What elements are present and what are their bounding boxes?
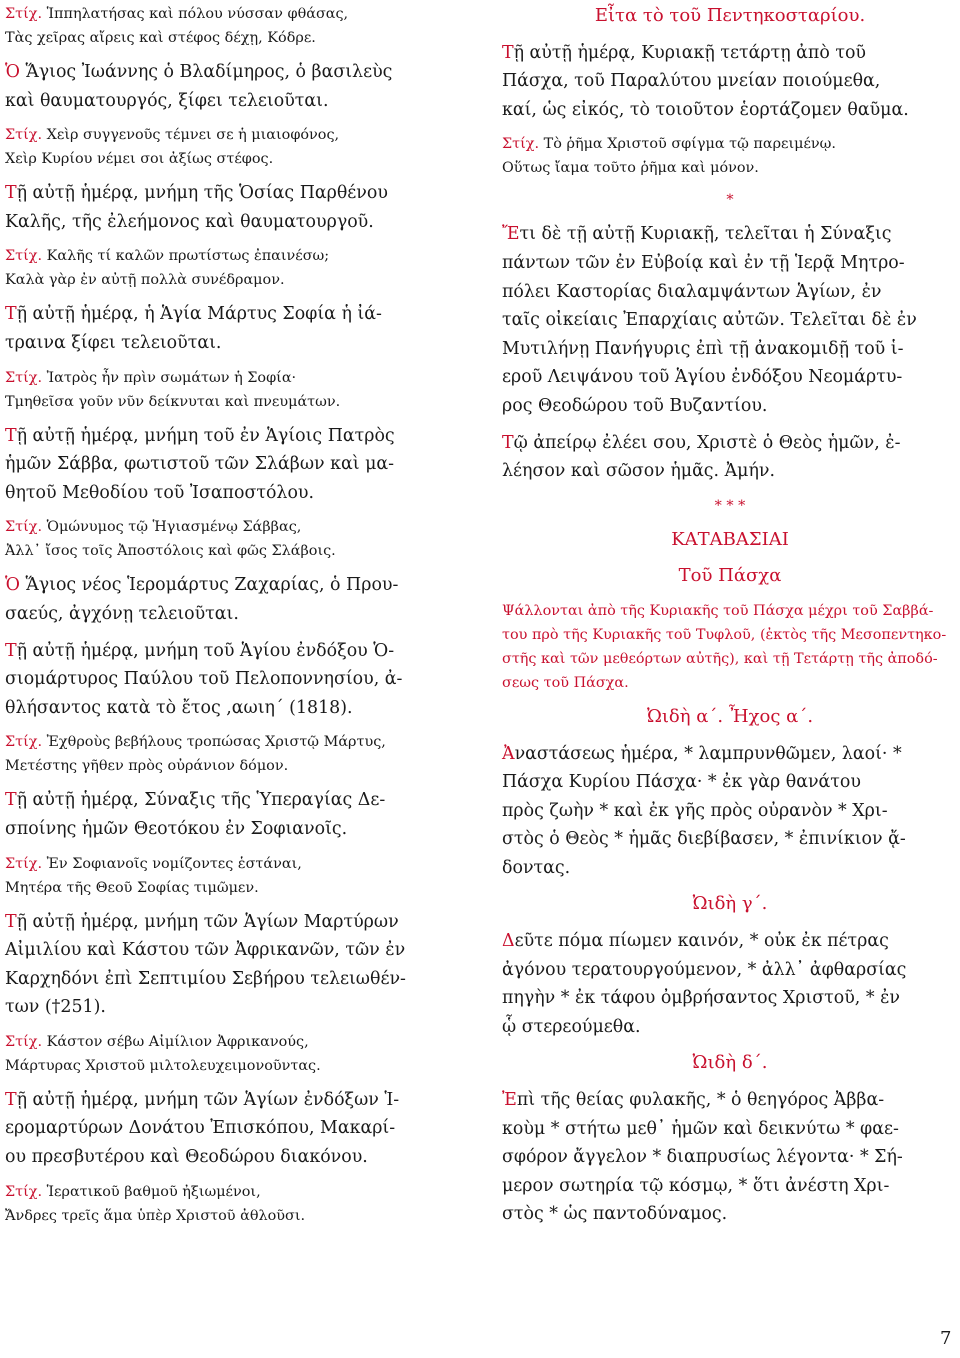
verse-label: Στίχ. — [5, 1183, 43, 1200]
paragraph-line: πάντων τῶν ἐν Εὐβοίᾳ καὶ ἐν τῇ Ἱερᾷ Μητρο- — [502, 252, 905, 273]
verse-label: Στίχ. — [502, 136, 540, 153]
paragraph-line: Πάσχα Κυρίου Πάσχα· * ἐκ γὰρ θανάτου — [502, 772, 861, 793]
verse-block — [5, 515, 457, 563]
paragraph-line: Καλῆς, τῆς ἐλεήμονος καὶ θαυματουργοῦ. — [5, 211, 374, 232]
section-heading: Ὠιδὴ α΄. Ἦχος α΄. — [646, 705, 814, 727]
paragraph — [5, 637, 457, 723]
paragraph-line: Τῇ αὐτῇ ἡμέρᾳ, Σύναξις τῆς Ὑπεραγίας Δε- — [5, 790, 386, 811]
verse-label: Στίχ. — [5, 1033, 43, 1050]
verse-line: Μετέστης γῆθεν πρὸς οὐράνιον δόμον. — [5, 758, 289, 775]
paragraph-line: ᾧ στερεούμεθα. — [502, 1016, 641, 1037]
rubric-line: του πρὸ τῆς Κυριακῆς τοῦ Τυφλοῦ, (ἐκτὸς τῆς Μεσοπεντηκο- — [502, 626, 947, 643]
paragraph — [5, 571, 457, 628]
paragraph — [5, 908, 457, 1022]
paragraph-line: Ἐπὶ τῆς θείας φυλακῆς, * ὁ θεηγόρος Ἀββα- — [502, 1090, 885, 1111]
verse-block — [5, 2, 457, 50]
verse-block — [5, 244, 457, 292]
rubric — [502, 599, 958, 695]
paragraph-line: Ὁ Ἅγιος Ἰωάννης ὁ Βλαδίμηρος, ὁ βασιλεὺς — [5, 62, 393, 82]
paragraph-line: δοντας. — [502, 857, 571, 878]
verse-line: Μητέρα τῆς Θεοῦ Σοφίας τιμῶμεν. — [5, 879, 259, 896]
paragraph-line: σφόρον ἄγγελον * διαπρυσίως λέγοντα· * Σή- — [502, 1147, 903, 1168]
paragraph-line: θητοῦ Μεθοδίου τοῦ Ἰσαποστόλου. — [5, 482, 315, 503]
paragraph — [502, 1086, 958, 1229]
paragraph-line: πηγὴν * ἐκ τάφου ὀμβρήσαντος Χριστοῦ, * ἐν — [502, 988, 900, 1009]
verse-block — [5, 730, 457, 778]
paragraph-line: μερον σωτηρία τῷ κόσμῳ, * ὅτι ἀνέστη Χρι- — [502, 1175, 890, 1196]
verse-line: Ἄνδρες τρεῖς ἅμα ὑπὲρ Χριστοῦ ἀθλοῦσι. — [5, 1207, 306, 1224]
paragraph — [5, 786, 457, 843]
paragraph-line: πρὸς ζωὴν * καὶ ἐκ γῆς πρὸς οὐρανὸν * Χρι- — [502, 800, 888, 821]
verse-label: Στίχ. — [5, 369, 43, 386]
verse-label: Στίχ. — [5, 248, 43, 265]
paragraph-line: τραινα ξίφει τελειοῦται. — [5, 332, 222, 353]
paragraph-line: στὸς ὁ Θεὸς * ἡμᾶς διεβίβασεν, * ἐπινίκιον ᾄ- — [502, 829, 906, 850]
paragraph-line: ου πρεσβυτέρου καὶ Θεοδώρου διακόνου. — [5, 1147, 368, 1168]
verse-label: Στίχ. — [5, 855, 43, 872]
paragraph-line: Τῇ αὐτῇ ἡμέρᾳ, ἡ Ἁγία Μάρτυς Σοφία ἡ ἰά- — [5, 304, 382, 325]
paragraph-line: Ὁ Ἅγιος νέος Ἱερομάρτυς Ζαχαρίας, ὁ Πρου- — [5, 575, 399, 596]
paragraph-line: εροῦ Λειψάνου τοῦ Ἁγίου ἐνδόξου Νεομάρτυ- — [502, 367, 903, 388]
section-heading: Ὠιδὴ δ΄. — [692, 1052, 768, 1074]
paragraph-line: Τῷ ἀπείρῳ ἐλέει σου, Χριστὲ ὁ Θεὸς ἡμῶν, ἐ- — [502, 432, 901, 453]
paragraph-line: κοὺμ * στήτω μεθ᾽ ἡμῶν καὶ δεικνύτω * φαε- — [502, 1118, 899, 1139]
verse-line: Τμηθεῖσα γοῦν νῦν δείκνυται καὶ πνευμάτων. — [5, 393, 341, 410]
verse-line: Οὕτως ἴαμα τοῦτο ῥῆμα καὶ μόνον. — [502, 160, 759, 177]
section-heading: ΚΑΤΑΒΑΣΙΑΙ — [671, 528, 789, 550]
verse-line: Ἀλλ᾽ ἴσος τοῖς Ἀποστόλοις καὶ φῶς Σλάβοις. — [5, 543, 336, 560]
paragraph — [5, 58, 457, 115]
paragraph-line: Ἀναστάσεως ἡμέρα, * λαμπρυνθῶμεν, λαοί· * — [502, 743, 902, 764]
verse-line: Στίχ. Ἰατρὸς ἦν πρὶν σωμάτων ἡ Σοφία· — [5, 369, 297, 386]
paragraph-line: Τῇ αὐτῇ ἡμέρᾳ, μνήμη τοῦ Ἁγίου ἐνδόξου Ὁ- — [5, 640, 395, 661]
verse-line: Στίχ. Χεὶρ συγγενοῦς τέμνει σε ἡ μιαιοφόνος, — [5, 127, 340, 144]
paragraph-line: Τῇ αὐτῇ ἡμέρᾳ, μνήμη τῶν Ἁγίων ἐνδόξων Ἱ- — [5, 1089, 400, 1110]
paragraph — [5, 1086, 457, 1172]
verse-label: Στίχ. — [5, 519, 43, 536]
paragraph-line: ἡμῶν Σάββα, φωτιστοῦ τῶν Σλάβων καὶ μα- — [5, 454, 394, 475]
rubric-line: στῆς καὶ τῶν μεθεόρτων αὐτῆς), καὶ τῇ Τετάρτῃ τῆς ἀποδό- — [502, 650, 938, 667]
right-column — [502, 2, 958, 1237]
verse-line: Στίχ. Ἱππηλατήσας καὶ πόλου νύσσαν φθάσας, — [5, 6, 349, 22]
verse-line: Καλὰ γὰρ ἐν αὐτῇ πολλὰ συνέδραμον. — [5, 272, 285, 289]
verse-block — [5, 1030, 457, 1078]
verse-label: Στίχ. — [5, 6, 43, 22]
section-heading: Ὠιδὴ γ΄. — [692, 893, 768, 915]
verse-line: Στίχ. Ἐχθροὺς βεβήλους τροπώσας Χριστῷ Μάρτυς, — [5, 734, 386, 751]
verse-label: Στίχ. — [5, 734, 43, 751]
paragraph — [5, 179, 457, 236]
verse-block — [5, 852, 457, 900]
verse-line: Στίχ. Ἱερατικοῦ βαθμοῦ ἠξιωμένοι, — [5, 1183, 261, 1200]
paragraph-line: Δεῦτε πόμα πίωμεν καινόν, * οὐκ ἐκ πέτρας — [502, 931, 889, 952]
paragraph-line: πόλει Καστορίας διαλαμψάντων Ἁγίων, ἐν — [502, 281, 882, 302]
verse-line: Τὰς χεῖρας αἴρεις καὶ στέφος δέχῃ, Κόδρε. — [5, 30, 316, 46]
paragraph-line: των (†251). — [5, 997, 106, 1018]
verse-block — [502, 132, 958, 180]
paragraph — [5, 422, 457, 508]
paragraph-line: καί, ὡς εἰκός, τὸ τοιοῦτον ἑορτάζομεν θαῦμα. — [502, 99, 909, 120]
paragraph — [502, 740, 958, 883]
paragraph-line: λέησον καὶ σῶσον ἡμᾶς. Ἀμήν. — [502, 461, 775, 482]
verse-line: Στίχ. Καλῆς τί καλῶν πρωτίστως ἐπαινέσω; — [5, 248, 330, 265]
separator-stars: * — [726, 192, 734, 209]
paragraph-line: Τῇ αὐτῇ ἡμέρᾳ, Κυριακῇ τετάρτῃ ἀπὸ τοῦ — [502, 42, 866, 63]
paragraph-line: ἀγόνου τερατουργούμενον, * ἀλλ᾽ ἀφθαρσίας — [502, 959, 907, 980]
paragraph-line: Αἰμιλίου καὶ Κάστου τῶν Ἀφρικανῶν, τῶν ἐν — [5, 940, 406, 961]
paragraph-line: Τῇ αὐτῇ ἡμέρᾳ, μνήμη τοῦ ἐν Ἁγίοις Πατρὸς — [5, 425, 395, 446]
verse-line: Στίχ. Ὁμώνυμος τῷ Ἡγιασμένῳ Σάββας, — [5, 519, 302, 536]
paragraph-line: Μυτιλήνῃ Πανήγυρις ἐπὶ τῇ ἀνακομιδῇ τοῦ ἱ- — [502, 338, 904, 359]
section-heading: Τοῦ Πάσχα — [678, 565, 782, 587]
paragraph-line: ταῖς οἰκείαις Ἐπαρχίαις αὐτῶν. Τελεῖται δὲ ἐν — [502, 310, 917, 331]
paragraph-line: Τῇ αὐτῇ ἡμέρᾳ, μνήμη τῆς Ὁσίας Παρθένου — [5, 183, 388, 204]
paragraph-line: σποίνης ἡμῶν Θεοτόκου ἐν Σοφιανοῖς. — [5, 818, 348, 839]
verse-line: Στίχ. Ἐν Σοφιανοῖς νομίζοντες ἑστάναι, — [5, 855, 302, 872]
verse-block — [5, 366, 457, 414]
page-number: 7 — [940, 1328, 952, 1349]
verse-line: Στίχ. Τὸ ῥῆμα Χριστοῦ σφίγμα τῷ παρειμένῳ. — [502, 136, 836, 153]
paragraph-line: σαεύς, ἀγχόνῃ τελειοῦται. — [5, 603, 239, 624]
paragraph-line: ρος Θεοδώρου τοῦ Βυζαντίου. — [502, 395, 768, 416]
paragraph-line: στὸς * ὡς παντοδύναμος. — [502, 1204, 728, 1225]
verse-block — [5, 123, 457, 171]
verse-line: Χεὶρ Κυρίου νέμει σοι ἀξίως στέφος. — [5, 151, 274, 168]
verse-label: Στίχ. — [5, 127, 43, 144]
paragraph-line: Καρχηδόνι ἐπὶ Σεπτιμίου Σεβήρου τελειωθέν- — [5, 968, 406, 989]
rubric-line: σεως τοῦ Πάσχα. — [502, 674, 629, 691]
left-column — [5, 2, 457, 1236]
paragraph-line: σιομάρτυρος Παύλου τοῦ Πελοποννησίου, ἀ- — [5, 669, 403, 690]
verse-line: Μάρτυρας Χριστοῦ μιλτολευχειμονοῦντας. — [5, 1057, 321, 1074]
paragraph — [502, 927, 958, 1041]
paragraph — [502, 220, 958, 420]
paragraph-line: Πάσχα, τοῦ Παραλύτου μνείαν ποιούμεθα, — [502, 71, 881, 92]
paragraph — [502, 429, 958, 486]
verse-block — [5, 1180, 457, 1228]
paragraph-line: ερομαρτύρων Δονάτου Ἐπισκόπου, Μακαρί- — [5, 1118, 396, 1139]
separator-stars: * * * — [714, 497, 746, 514]
rubric-line: Ψάλλονται ἀπὸ τῆς Κυριακῆς τοῦ Πάσχα μέχρι τοῦ Σαββά- — [502, 602, 934, 619]
paragraph-line: Ἔτι δὲ τῇ αὐτῇ Κυριακῇ, τελεῖται ἡ Σύναξις — [502, 224, 892, 245]
paragraph — [5, 300, 457, 357]
paragraph — [502, 39, 958, 125]
paragraph-line: καὶ θαυματουργός, ξίφει τελειοῦται. — [5, 90, 329, 111]
section-heading: Εἶτα τὸ τοῦ Πεντηκοσταρίου. — [594, 5, 866, 26]
paragraph-line: Τῇ αὐτῇ ἡμέρᾳ, μνήμη τῶν Ἁγίων Μαρτύρων — [5, 911, 399, 932]
paragraph-line: θλήσαντος κατὰ τὸ ἔτος ,αωιη΄ (1818). — [5, 697, 353, 718]
verse-line: Στίχ. Κάστον σέβω Αἰμίλιον Ἀφρικανούς, — [5, 1033, 309, 1050]
